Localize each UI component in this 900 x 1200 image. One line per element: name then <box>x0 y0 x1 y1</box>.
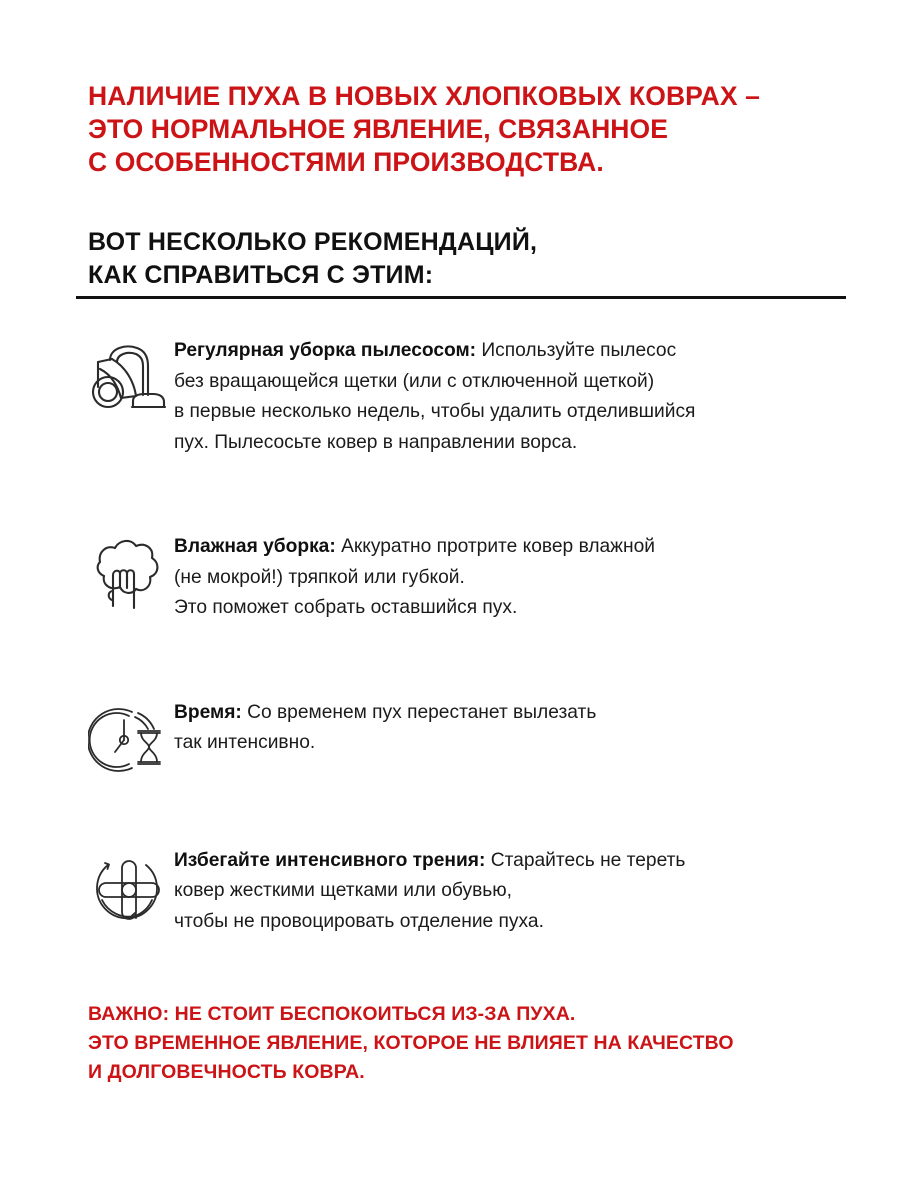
tip-lead: Время: <box>174 701 242 723</box>
tip-text <box>174 844 834 938</box>
footer-note-line-1: ВАЖНО: НЕ СТОИТ БЕСПОКОИТЬСЯ ИЗ-ЗА ПУХА. <box>88 1003 576 1025</box>
list-item <box>0 530 900 624</box>
tip-line-4: пух. Пылесосьте ковер в направлении ворса. <box>174 431 578 453</box>
horizontal-divider <box>76 296 846 299</box>
clock-hourglass-icon <box>88 696 174 782</box>
tip-line-3: в первые несколько недель, чтобы удалить отделившийся <box>174 401 696 422</box>
tip-line-3: Это поможет собрать оставшийся пух. <box>174 597 518 618</box>
rotating-brush-icon <box>88 844 174 930</box>
tip-line-2: без вращающейся щетки (или с отключенной щеткой) <box>174 370 655 392</box>
tip-line-1-rest: Используйте пылесос <box>476 340 677 361</box>
headline-line-2: ЭТО НОРМАЛЬНОЕ ЯВЛЕНИЕ, СВЯЗАННОЕ <box>88 113 669 144</box>
list-item <box>0 844 900 938</box>
tip-line-1 <box>174 336 834 367</box>
tips-list <box>0 334 900 937</box>
tip-text <box>174 696 834 759</box>
footer-note <box>88 1000 888 1087</box>
tip-line-3: чтобы не провоцировать отделение пуха. <box>174 910 544 932</box>
list-item <box>0 696 900 782</box>
page-subtitle <box>88 226 878 292</box>
subheadline-line-2: КАК СПРАВИТЬСЯ С ЭТИМ: <box>88 260 434 289</box>
tip-line-2: (не мокрой!) тряпкой или губкой. <box>174 566 465 588</box>
page-title <box>88 80 878 179</box>
tip-lead: Избегайте интенсивного трения: <box>174 849 486 871</box>
tip-lead: Влажная уборка: <box>174 536 336 557</box>
tip-line-1-rest: Аккуратно протрите ковер влажной <box>335 536 656 557</box>
headline-line-1: НАЛИЧИЕ ПУХА В НОВЫХ ХЛОПКОВЫХ КОВРАХ – <box>88 80 760 111</box>
tip-text <box>174 334 834 458</box>
footer-note-line-2: ЭТО ВРЕМЕННОЕ ЯВЛЕНИЕ, КОТОРОЕ НЕ ВЛИЯЕТ НА КАЧЕСТВО <box>88 1032 734 1054</box>
tip-line-1 <box>174 532 834 563</box>
tip-line-1 <box>174 846 834 877</box>
tip-line-1-rest: Со временем пух перестанет вылезать <box>241 701 597 723</box>
footer-note-line-3: И ДОЛГОВЕЧНОСТЬ КОВРА. <box>88 1061 365 1083</box>
tip-line-2: ковер жесткими щетками или обувью, <box>174 880 513 901</box>
headline-line-3: С ОСОБЕННОСТЯМИ ПРОИЗВОДСТВА. <box>88 146 604 177</box>
tip-line-1 <box>174 698 834 729</box>
tip-line-2: так интенсивно. <box>174 732 316 753</box>
tip-text <box>174 530 834 624</box>
subheadline-line-1: ВОТ НЕСКОЛЬКО РЕКОМЕНДАЦИЙ, <box>88 227 538 256</box>
hand-with-cloth-icon <box>88 530 174 616</box>
tip-line-1-rest: Старайтесь не тереть <box>485 849 686 871</box>
tip-lead: Регулярная уборка пылесосом: <box>174 340 477 361</box>
vacuum-cleaner-icon <box>88 334 174 420</box>
list-item <box>0 334 900 458</box>
